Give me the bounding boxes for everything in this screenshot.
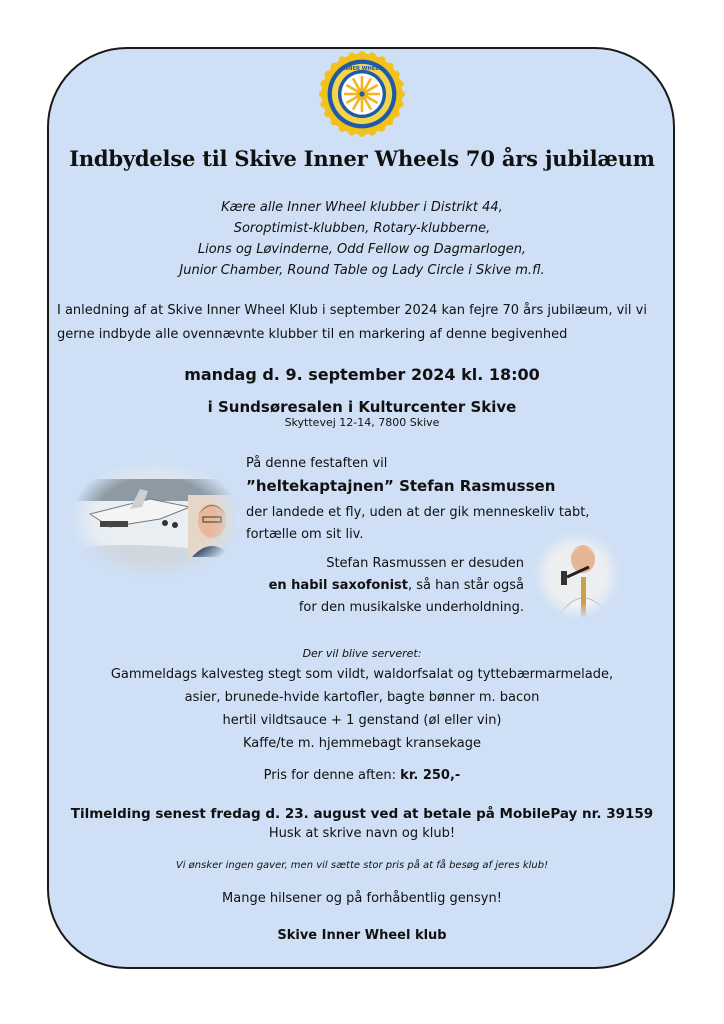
sax-bold: en habil saxofonist xyxy=(268,578,409,593)
event-datetime: mandag d. 9. september 2024 kl. 18:00 xyxy=(184,365,540,384)
sax-line: Stefan Rasmussen er desuden xyxy=(326,556,524,571)
sax-line xyxy=(269,575,524,597)
greeting-block xyxy=(0,197,724,281)
speaker-desc-line: fortælle om sit liv. xyxy=(246,527,364,542)
menu-line: hertil vildtsauce + 1 genstand (øl eller vin) xyxy=(222,713,502,728)
speaker-intro: På denne festaften vil xyxy=(246,456,388,471)
greeting-line: Kære alle Inner Wheel klubber i Distrikt 44, xyxy=(221,200,503,215)
signature: Skive Inner Wheel klub xyxy=(277,928,447,943)
greeting-line: Junior Chamber, Round Table og Lady Circle i Skive m.fl. xyxy=(179,263,545,278)
saxophone-note xyxy=(269,553,524,619)
speaker-name: ”heltekaptajnen” Stefan Rasmussen xyxy=(246,477,556,495)
greeting-line: Lions og Løvinderne, Odd Fellow og Dagmarlogen, xyxy=(197,242,527,257)
closing-greeting: Mange hilsener og på forhåbentlig gensyn! xyxy=(222,891,502,906)
greeting-line: Soroptimist-klubben, Rotary-klubberne, xyxy=(233,221,491,236)
intro-line: I anledning af at Skive Inner Wheel Klub i september 2024 kan fejre 70 års jubilæum, vil vi xyxy=(57,303,647,318)
logo-ring-text: INNER WHEEL xyxy=(341,65,383,72)
inner-wheel-logo-icon xyxy=(319,51,405,137)
gifts-note: Vi ønsker ingen gaver, men vil sætte stor pris på at få besøg af jeres klub! xyxy=(175,860,549,871)
intro-paragraph xyxy=(57,299,677,347)
price-label: Pris for denne aften: xyxy=(263,768,401,783)
price-value: kr. 250,- xyxy=(400,768,461,783)
reminder-note: Husk at skrive navn og klub! xyxy=(268,826,456,841)
menu-line: Gammeldags kalvesteg stegt som vildt, waldorfsalat og tyttebærmarmelade, xyxy=(110,667,614,682)
price-line xyxy=(0,768,724,783)
speaker-desc-line: der landede et fly, uden at der gik menneskeliv tabt, xyxy=(246,505,590,520)
intro-line: gerne indbyde alle ovennævnte klubber til en markering af denne begivenhed xyxy=(57,327,568,342)
menu-line: Kaffe/te m. hjemmebagt kransekage xyxy=(243,736,481,751)
event-venue: i Sundsøresalen i Kulturcenter Skive xyxy=(207,398,517,416)
sax-rest: , så han står også xyxy=(408,578,524,593)
menu-list xyxy=(0,663,724,755)
event-address: Skyttevej 12-14, 7800 Skive xyxy=(284,416,440,429)
sax-line: for den musikalske underholdning. xyxy=(298,600,524,615)
plane-crash-photo xyxy=(70,459,240,579)
menu-line: asier, brunede-hvide kartofler, bagte bønner m. bacon xyxy=(184,690,540,705)
page-title: Indbydelse til Skive Inner Wheels 70 års jubilæum xyxy=(69,146,655,171)
speaker-description xyxy=(246,502,589,546)
menu-heading: Der vil blive serveret: xyxy=(302,647,422,660)
registration-note: Tilmelding senest fredag d. 23. august ved at betale på MobilePay nr. 39159 xyxy=(70,806,654,822)
